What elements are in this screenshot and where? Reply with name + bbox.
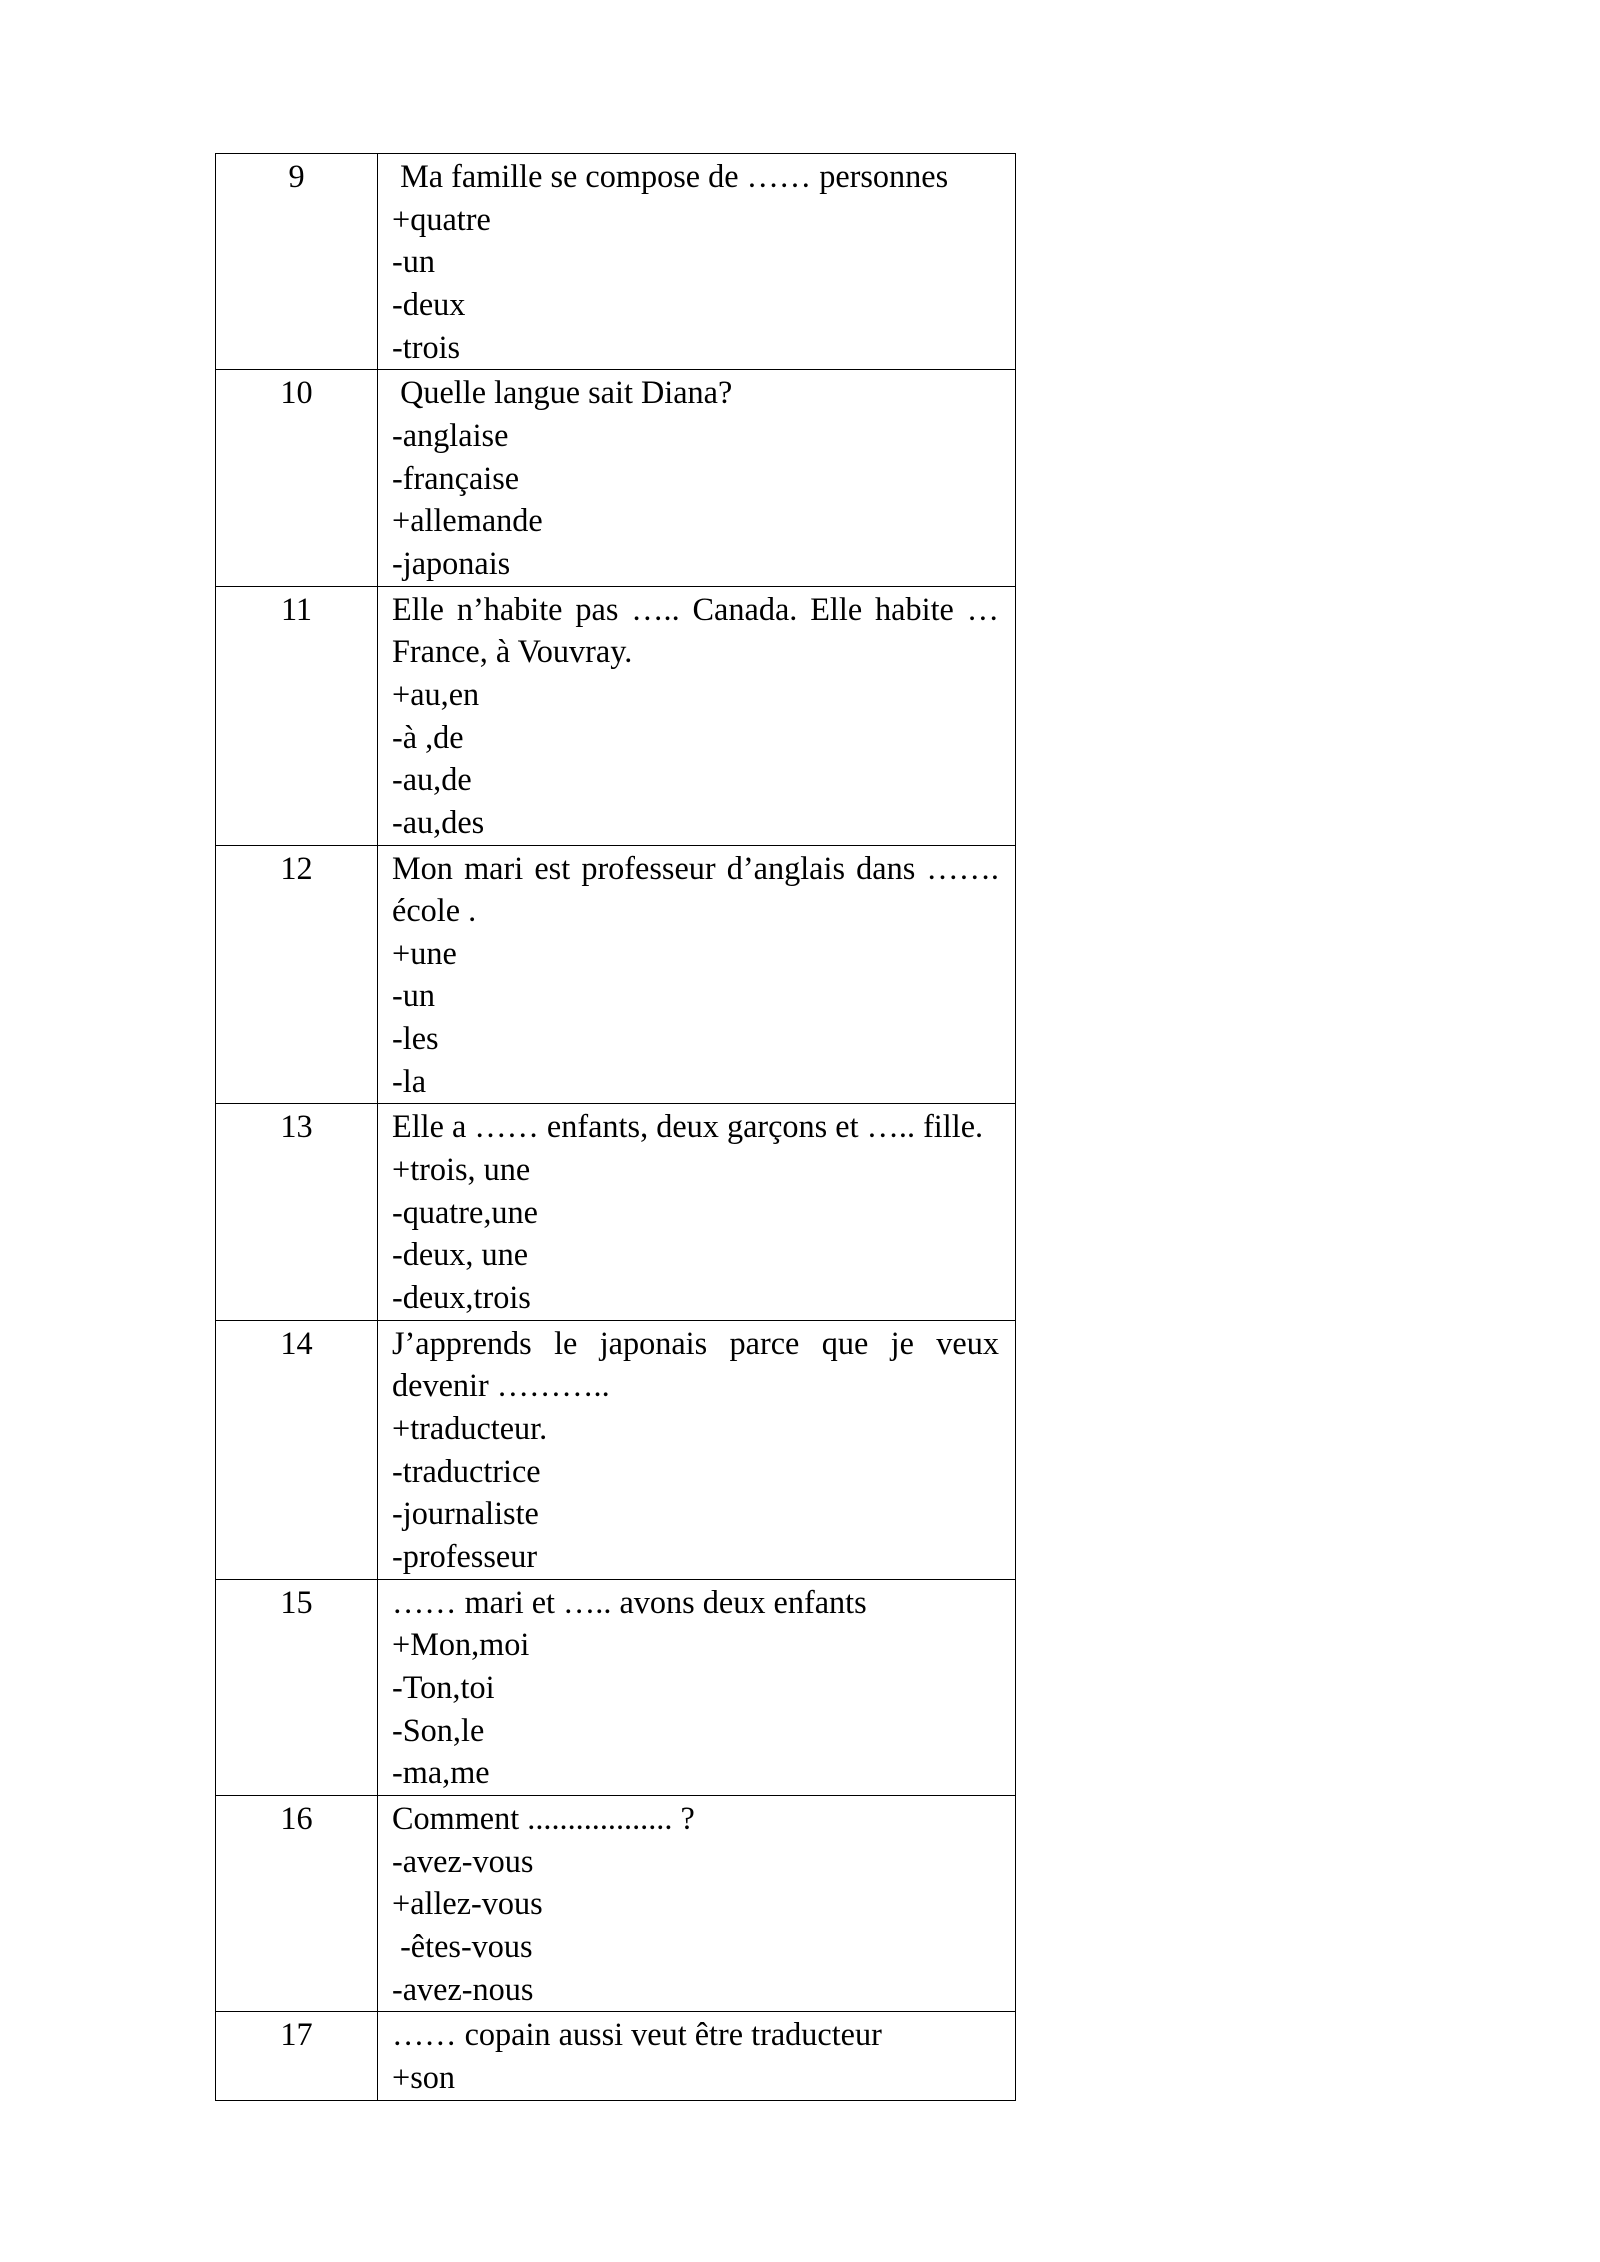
question-cell [378, 2012, 1016, 2100]
question-text: Elle n’habite pas ….. Canada. Elle habite … France, à Vouvray. [392, 590, 1008, 670]
question-row [216, 154, 1016, 370]
question-row [216, 370, 1016, 586]
question-number: 13 [216, 1104, 378, 1320]
answer-option: -deux,trois [392, 1279, 531, 1316]
answer-option: -Ton,toi [392, 1668, 495, 1705]
question-row [216, 1795, 1016, 2011]
answer-option: -à ,de [392, 718, 464, 755]
question-text: Ma famille se compose de …… personnes [392, 158, 949, 194]
question-cell [378, 586, 1016, 845]
question-text: …… mari et ….. avons deux enfants [392, 1583, 867, 1620]
question-cell [378, 1795, 1016, 2011]
answer-option: +trois, une [392, 1151, 531, 1188]
question-row [216, 2012, 1016, 2100]
question-number: 15 [216, 1579, 378, 1795]
answer-option: +quatre [392, 200, 491, 237]
answer-option: -deux, une [392, 1236, 529, 1273]
question-text: Mon mari est professeur d’anglais dans ……. école . [392, 849, 1008, 929]
question-text: J’apprends le japonais parce que je veux devenir ……….. [392, 1324, 1008, 1404]
answer-option: -un [392, 977, 435, 1014]
question-number: 14 [216, 1320, 378, 1579]
answer-option: -avez-vous [392, 1842, 534, 1879]
answer-option: -deux [392, 285, 466, 322]
quiz-table [215, 153, 1016, 2101]
question-cell [378, 154, 1016, 370]
answer-option: -un [392, 243, 435, 280]
answer-option: -trois [392, 328, 461, 365]
answer-option: -au,de [392, 761, 472, 798]
question-text: Comment .................. ? [392, 1799, 695, 1836]
answer-option: -professeur [392, 1538, 538, 1574]
answer-option: -les [392, 1020, 439, 1057]
answer-option: -journaliste [392, 1495, 539, 1532]
answer-option: +allemande [392, 502, 543, 539]
question-number: 11 [216, 586, 378, 845]
question-number: 12 [216, 845, 378, 1104]
question-row [216, 1104, 1016, 1320]
question-cell [378, 845, 1016, 1104]
question-row [216, 845, 1016, 1104]
answer-option: -quatre,une [392, 1193, 538, 1230]
answer-option: -avez-nous [392, 1970, 534, 2007]
question-text: …… copain aussi veut être traducteur [392, 2016, 882, 2053]
question-cell [378, 1104, 1016, 1320]
question-row [216, 1320, 1016, 1579]
answer-option: -japonais [392, 544, 511, 581]
answer-option: -française [392, 459, 520, 496]
answer-option: -êtes-vous [392, 1927, 533, 1964]
answer-option: +au,en [392, 675, 480, 712]
answer-option: -ma,me [392, 1754, 490, 1791]
question-row [216, 586, 1016, 845]
answer-option: +allez-vous [392, 1885, 543, 1922]
question-cell [378, 1320, 1016, 1579]
question-cell [378, 370, 1016, 586]
answer-option: +son [392, 2058, 455, 2095]
question-number: 9 [216, 154, 378, 370]
question-row [216, 1579, 1016, 1795]
answer-option: -la [392, 1062, 427, 1099]
question-number: 16 [216, 1795, 378, 2011]
answer-option: -Son,le [392, 1711, 485, 1748]
answer-option: -anglaise [392, 416, 509, 453]
answer-option: -au,des [392, 803, 485, 840]
question-cell [378, 1579, 1016, 1795]
question-number: 10 [216, 370, 378, 586]
answer-option: -traductrice [392, 1452, 541, 1489]
answer-option: +une [392, 934, 457, 971]
answer-option: +traducteur. [392, 1410, 548, 1447]
question-number: 17 [216, 2012, 378, 2100]
question-text: Quelle langue sait Diana? [392, 374, 733, 411]
answer-option: +Mon,moi [392, 1626, 530, 1663]
question-text: Elle a …… enfants, deux garçons et ….. fille. [392, 1108, 984, 1145]
